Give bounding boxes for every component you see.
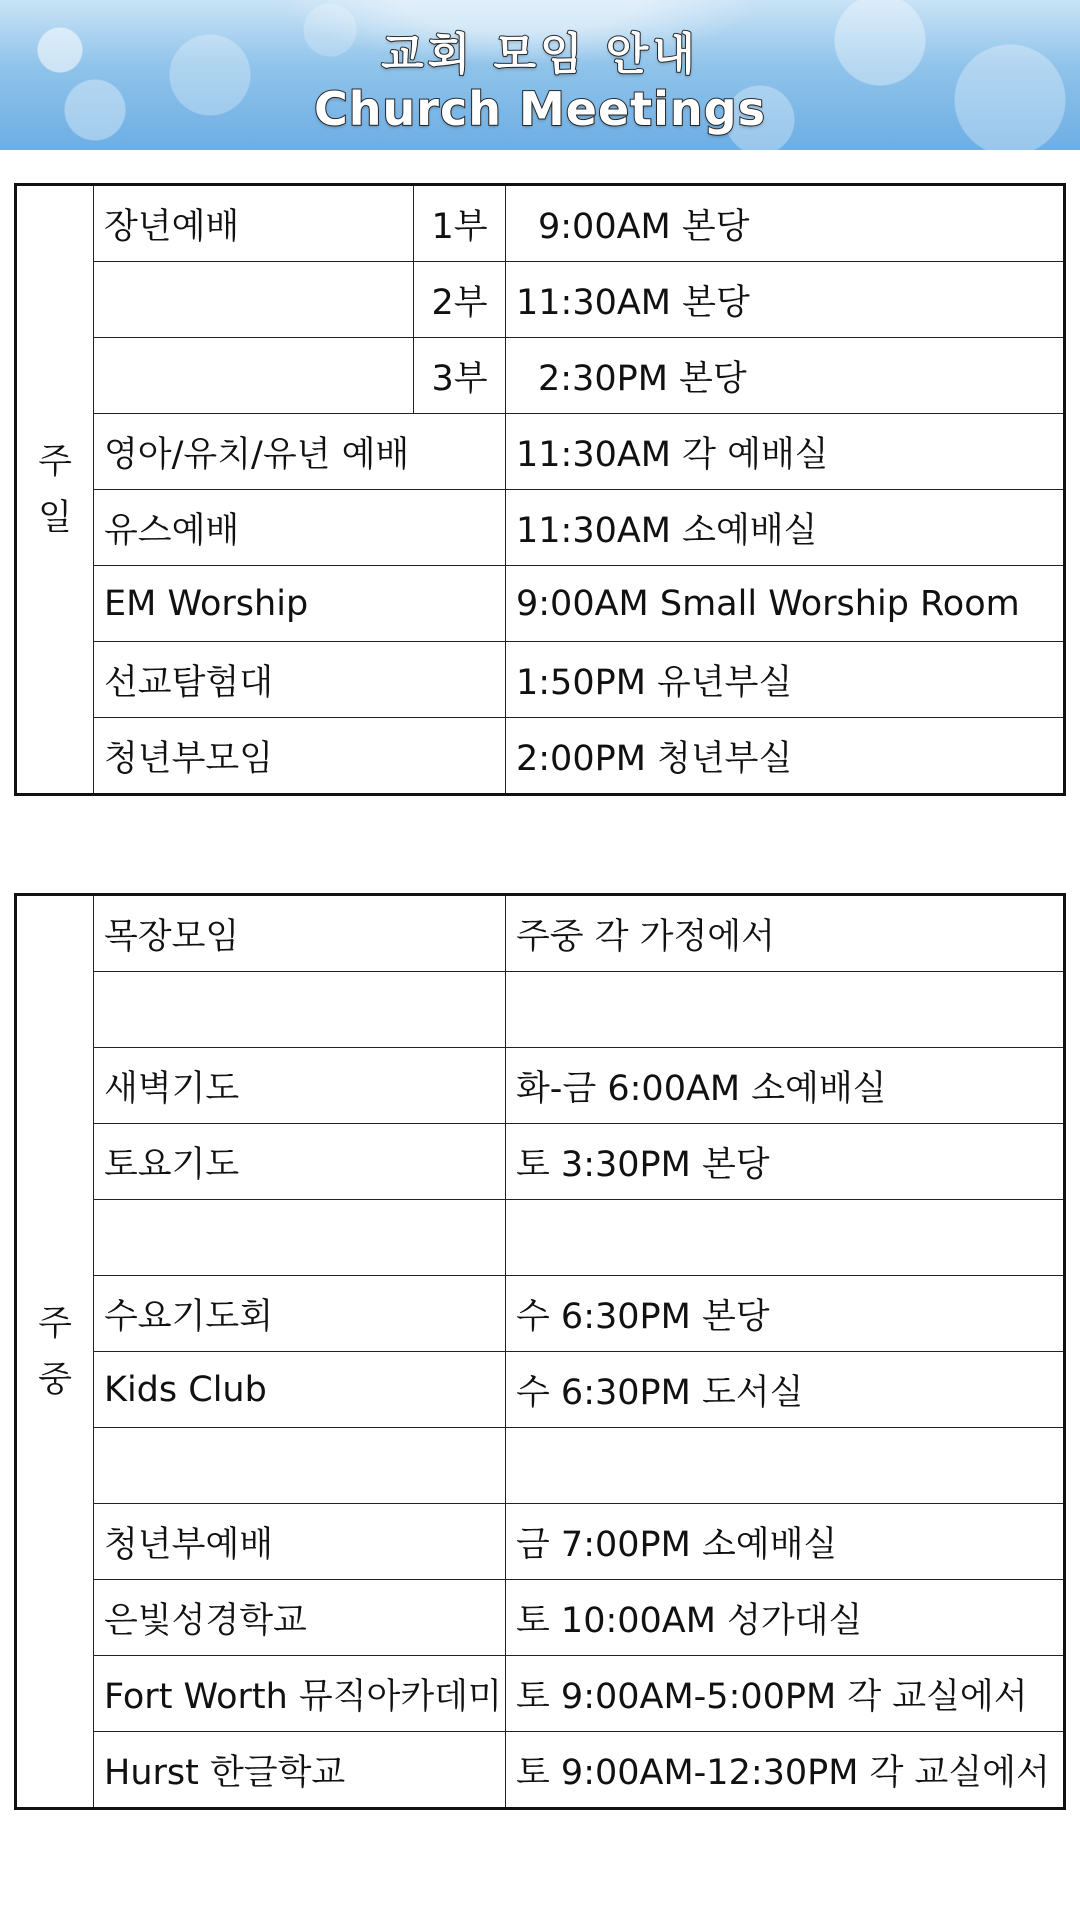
meeting-name: Kids Club: [94, 1352, 506, 1428]
meeting-name: [94, 1428, 506, 1504]
meeting-name: 청년부예배: [94, 1504, 506, 1580]
meeting-time: 토 9:00AM-5:00PM 각 교실에서: [506, 1656, 1065, 1732]
meeting-name: 은빛성경학교: [94, 1580, 506, 1656]
table-row: [16, 1504, 1065, 1580]
meeting-name-empty: [94, 262, 414, 338]
meeting-time: 9:00AM Small Worship Room: [506, 566, 1065, 642]
meeting-time: 주중 각 가정에서: [506, 895, 1065, 972]
table-row: [16, 642, 1065, 718]
side-label-char: 주: [38, 1303, 72, 1344]
meeting-name: 목장모임: [94, 895, 506, 972]
meeting-time: 수 6:30PM 도서실: [506, 1352, 1065, 1428]
table-row: [16, 414, 1065, 490]
title-english: Church Meetings: [314, 82, 766, 136]
meeting-time: 1:50PM 유년부실: [506, 642, 1065, 718]
table-row: [16, 1732, 1065, 1809]
table-row: [16, 490, 1065, 566]
table-row: [16, 1352, 1065, 1428]
meeting-time: 토 10:00AM 성가대실: [506, 1580, 1065, 1656]
meeting-name: 유스예배: [94, 490, 506, 566]
table-row: [16, 1656, 1065, 1732]
weekday-schedule-table: [14, 893, 1066, 1810]
table-row: [16, 718, 1065, 795]
meeting-name: EM Worship: [94, 566, 506, 642]
sunday-side-label: [16, 185, 94, 795]
header-banner: [0, 0, 1080, 150]
meeting-name: 청년부모임: [94, 718, 506, 795]
meeting-time: 토 9:00AM-12:30PM 각 교실에서: [506, 1732, 1065, 1809]
meeting-name: 장년예배: [94, 185, 414, 262]
side-label-char: 주: [38, 441, 72, 482]
meeting-time: 토 3:30PM 본당: [506, 1124, 1065, 1200]
meeting-name: 영아/유치/유년 예배: [94, 414, 506, 490]
table-row: [16, 338, 1065, 414]
meeting-name: Fort Worth 뮤직아카데미: [94, 1656, 506, 1732]
table-row: [16, 1048, 1065, 1124]
table-row: [16, 262, 1065, 338]
meeting-time: [506, 1200, 1065, 1276]
meeting-name: 새벽기도: [94, 1048, 506, 1124]
table-row: [16, 1580, 1065, 1656]
meeting-name: 선교탐험대: [94, 642, 506, 718]
table-row: [16, 1124, 1065, 1200]
meeting-time: 11:30AM 본당: [506, 262, 1065, 338]
side-label-char: 중: [38, 1359, 72, 1400]
session-part: 1부: [414, 185, 506, 262]
meeting-time: 11:30AM 소예배실: [506, 490, 1065, 566]
meeting-name: [94, 1200, 506, 1276]
meeting-time: 금 7:00PM 소예배실: [506, 1504, 1065, 1580]
meeting-name: [94, 972, 506, 1048]
meeting-name: 수요기도회: [94, 1276, 506, 1352]
meeting-time: [506, 1428, 1065, 1504]
table-row: [16, 1200, 1065, 1276]
weekday-side-label: [16, 895, 94, 1809]
table-row: [16, 895, 1065, 972]
session-part: 3부: [414, 338, 506, 414]
table-row: [16, 566, 1065, 642]
title-korean: 교회 모임 안내: [381, 29, 699, 80]
session-part: 2부: [414, 262, 506, 338]
meeting-name: 토요기도: [94, 1124, 506, 1200]
meeting-time: 화-금 6:00AM 소예배실: [506, 1048, 1065, 1124]
side-label-char: 일: [38, 497, 72, 538]
meeting-time: 2:00PM 청년부실: [506, 718, 1065, 795]
meeting-time: 2:30PM 본당: [506, 338, 1065, 414]
meeting-time: 9:00AM 본당: [506, 185, 1065, 262]
table-row: [16, 1276, 1065, 1352]
table-row: [16, 972, 1065, 1048]
meeting-name: Hurst 한글학교: [94, 1732, 506, 1809]
table-row: [16, 1428, 1065, 1504]
meeting-time: 11:30AM 각 예배실: [506, 414, 1065, 490]
sunday-schedule-table: [14, 183, 1066, 796]
meeting-name-empty: [94, 338, 414, 414]
meeting-time: 수 6:30PM 본당: [506, 1276, 1065, 1352]
meeting-time: [506, 972, 1065, 1048]
table-row: [16, 185, 1065, 262]
